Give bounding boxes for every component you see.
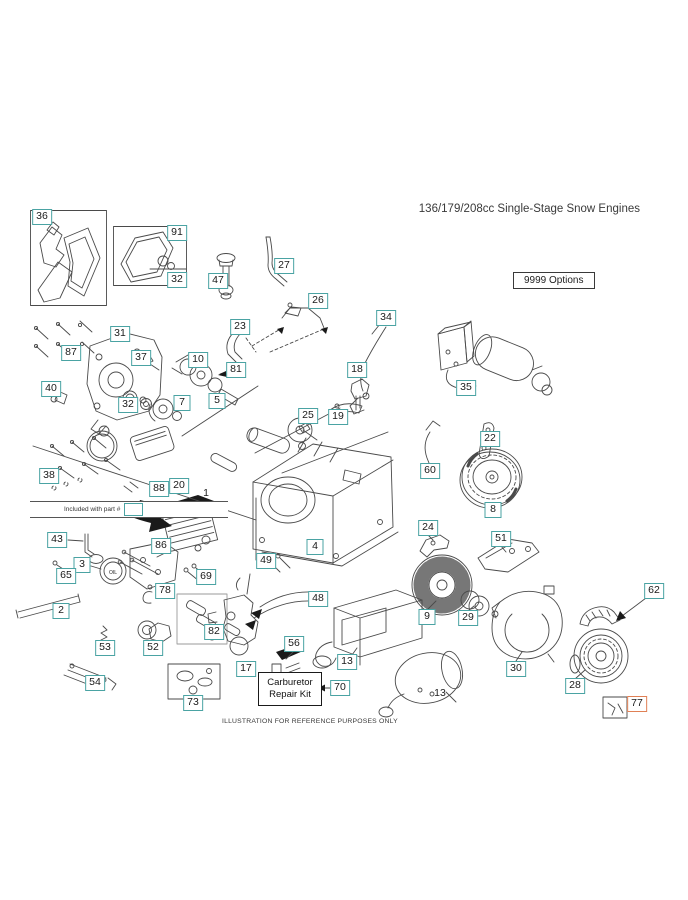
callout-60: 60 [420,463,440,479]
blower-housing-art [492,586,562,662]
callout-53: 53 [95,640,115,656]
included-note-text: Included with part # [64,506,121,513]
included-note-highlight-box [124,503,143,516]
callout-82: 82 [204,624,224,640]
callout-29: 29 [458,610,478,626]
callout-49: 49 [256,553,276,569]
callout-69: 69 [196,569,216,585]
engine-block-art [253,438,398,566]
callout-87: 87 [61,345,81,361]
callout-10: 10 [188,352,208,368]
callout-32: 32 [167,272,187,288]
callout-52: 52 [143,640,163,656]
callout-28: 28 [565,678,585,694]
callout-88: 88 [149,481,169,497]
callout-23: 23 [230,319,250,335]
callout-77: 77 [627,696,647,712]
callout-54: 54 [85,675,105,691]
bracket43-art [68,534,94,557]
page-title: 136/179/208cc Single-Stage Snow Engines [418,203,640,215]
callout-27: 27 [274,258,294,274]
flywheel-art [460,449,522,508]
oil-cap-label: OIL [108,570,118,576]
governor-lever-art [252,303,328,352]
callout-3: 3 [74,557,91,573]
callout-7: 7 [174,395,191,411]
callout-47: 47 [208,273,228,289]
callout-35: 35 [456,380,476,396]
callout-32: 32 [118,397,138,413]
callout-4: 4 [307,539,324,555]
drain-plug-art [138,621,171,642]
callout-17: 17 [236,661,256,677]
callout-43: 43 [47,532,67,548]
callout-81: 81 [226,362,246,378]
callout-25: 25 [298,408,318,424]
primer-hoses-art [245,592,312,630]
callout-19: 19 [328,409,348,425]
options-box: 9999 Options [513,272,595,289]
callout-34: 34 [376,310,396,326]
callout-5: 5 [209,393,226,409]
callout-38: 38 [39,468,59,484]
callout-51: 51 [491,531,511,547]
included-note [30,501,228,518]
callout-56: 56 [284,636,304,652]
callout-13: 13 [337,654,357,670]
callout-9: 9 [419,609,436,625]
callout-31: 31 [110,326,130,342]
callout-91: 91 [167,225,187,241]
starter-motor-art [438,321,552,395]
air-box-art [313,590,422,668]
gasket73-art [168,664,220,699]
callout-78: 78 [155,583,175,599]
callout-86: 86 [151,538,171,554]
callout-62: 62 [644,583,664,599]
callout-8: 8 [485,502,502,518]
plain-label-13: 13 [434,687,446,699]
callout-40: 40 [41,381,61,397]
callout-37: 37 [131,350,151,366]
callout-70: 70 [330,680,350,696]
callout-20: 20 [169,478,189,494]
carburetor-art [208,574,258,655]
callout-18: 18 [347,362,367,378]
plain-label-1: 1 [203,487,209,499]
callout-30: 30 [506,661,526,677]
governor-rods-art [16,594,80,618]
callout-2: 2 [53,603,70,619]
muffler-art [379,647,466,717]
callout-26: 26 [308,293,328,309]
carburetor-repair-kit-label: Carburetor Repair Kit [258,672,322,706]
callout-22: 22 [480,431,500,447]
callout-36: 36 [32,209,52,225]
callout-73: 73 [183,695,203,711]
callout-24: 24 [418,520,438,536]
bracket24-art [420,535,449,557]
breather-hose-art [227,332,256,362]
callout-65: 65 [56,568,76,584]
callout-48: 48 [308,591,328,607]
crankcase-cover-art [87,333,162,436]
clips-box-art [603,697,630,718]
disclaimer-text: ILLUSTRATION FOR REFERENCE PURPOSES ONLY [222,718,398,725]
